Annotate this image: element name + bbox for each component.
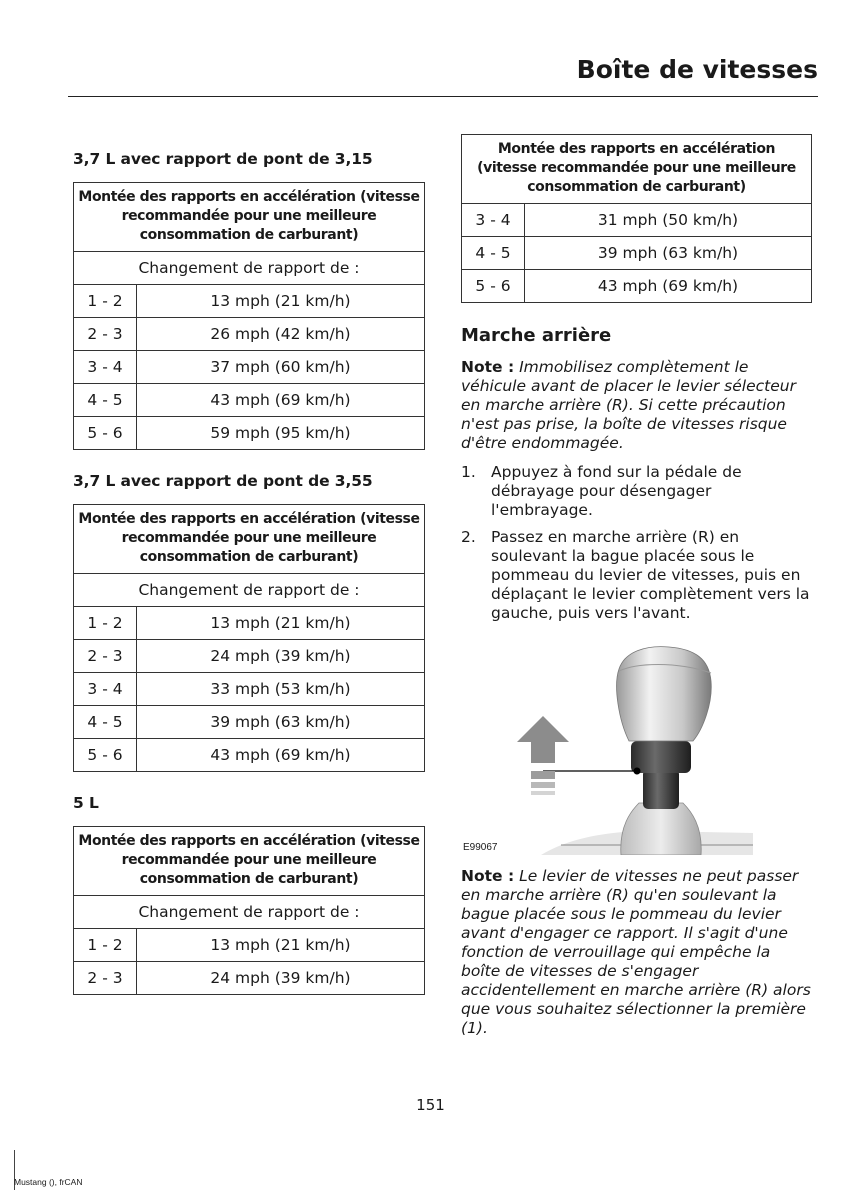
left-column: [73, 150, 425, 1017]
step-number: 1.: [461, 463, 476, 481]
table-row: [74, 384, 425, 417]
page-number: 151: [416, 1096, 445, 1114]
step-text: Passez en marche arrière (R) en soulevant la bague placée sous le pommeau du levier de vitesses, puis en déplaçant le levier complètement vers la gauche, puis vers l'avant.: [491, 528, 810, 622]
table-heading: 5 L: [73, 794, 99, 812]
table-header: Montée des rapports en accélération (vitesse recommandée pour une meilleure consommation de carburant): [74, 827, 425, 896]
table-header: Montée des rapports en accélération (vitesse recommandée pour une meilleure consommation de carburant): [74, 183, 425, 252]
table-row: [74, 417, 425, 450]
gear-pair: 1 - 2: [74, 929, 137, 962]
figure-code: E99067: [463, 842, 498, 853]
gear-lever-illustration: [461, 641, 753, 855]
note-text: Le levier de vitesses ne peut passer en marche arrière (R) qu'en soulevant la bague placée sous le pommeau du levier avant d'engager ce rapport. Il s'agit d'une fonction de verrouillage qui empêche la boîte de vitesses de s'engager accidentellement en marche arrière (R) alors que vous souhaitez sélectionner la première (1).: [461, 867, 811, 1037]
shift-speed-table-continued: [461, 134, 812, 303]
shift-speed: 31 mph (50 km/h): [525, 204, 812, 237]
gear-pair: 4 - 5: [74, 706, 137, 739]
shift-speed: 13 mph (21 km/h): [137, 285, 425, 318]
note-label: Note :: [461, 867, 515, 885]
step-number: 2.: [461, 528, 476, 546]
document-id: Mustang (), frCAN: [14, 1177, 83, 1187]
gear-pair: 4 - 5: [74, 384, 137, 417]
gear-pair: 1 - 2: [74, 607, 137, 640]
note-text: Immobilisez complètement le véhicule avant de placer le levier sélecteur en marche arrière (R). Si cette précaution n'est pas prise, la boîte de vitesses risque d'être endommagée.: [461, 358, 796, 452]
table-row: [74, 673, 425, 706]
shift-speed: 43 mph (69 km/h): [137, 739, 425, 772]
note: [461, 358, 812, 453]
shift-speed-table: [73, 504, 425, 772]
table-row: [74, 962, 425, 995]
table-heading: 3,7 L avec rapport de pont de 3,15: [73, 150, 373, 168]
list-item: [461, 528, 812, 623]
right-column: [461, 134, 812, 1048]
table-row: [74, 318, 425, 351]
gear-pair: 2 - 3: [74, 640, 137, 673]
step-text: Appuyez à fond sur la pédale de débrayage pour désengager l'embrayage.: [491, 463, 742, 519]
shift-speed: 39 mph (63 km/h): [525, 237, 812, 270]
table-row: [462, 237, 812, 270]
shift-speed: 43 mph (69 km/h): [137, 384, 425, 417]
gear-pair: 5 - 6: [74, 739, 137, 772]
table-row: [74, 351, 425, 384]
table-header: Montée des rapports en accélération (vitesse recommandée pour une meilleure consommation de carburant): [462, 135, 812, 204]
shift-speed: 26 mph (42 km/h): [137, 318, 425, 351]
gear-pair: 3 - 4: [74, 351, 137, 384]
page-title: Boîte de vitesses: [576, 55, 818, 84]
table-row: [74, 929, 425, 962]
shift-speed: 33 mph (53 km/h): [137, 673, 425, 706]
gear-pair: 2 - 3: [74, 318, 137, 351]
list-item: [461, 463, 812, 520]
shift-speed: 59 mph (95 km/h): [137, 417, 425, 450]
table-row: [74, 739, 425, 772]
shift-speed: 24 mph (39 km/h): [137, 962, 425, 995]
note-label: Note :: [461, 358, 515, 376]
gear-knob-drawing: [461, 641, 753, 855]
shift-speed-table: [73, 182, 425, 450]
table-row: [74, 285, 425, 318]
table-row: [462, 204, 812, 237]
note: [461, 867, 812, 1038]
change-label: Changement de rapport de :: [74, 896, 425, 929]
gear-pair: 1 - 2: [74, 285, 137, 318]
title-divider: [68, 96, 818, 97]
table-row: [462, 270, 812, 303]
gear-pair: 5 - 6: [74, 417, 137, 450]
shift-speed: 13 mph (21 km/h): [137, 607, 425, 640]
shift-speed: 39 mph (63 km/h): [137, 706, 425, 739]
table-row: [74, 706, 425, 739]
shift-speed: 13 mph (21 km/h): [137, 929, 425, 962]
shift-speed: 43 mph (69 km/h): [525, 270, 812, 303]
shift-speed: 24 mph (39 km/h): [137, 640, 425, 673]
table-row: [74, 607, 425, 640]
change-label: Changement de rapport de :: [74, 574, 425, 607]
shift-speed: 37 mph (60 km/h): [137, 351, 425, 384]
gear-pair: 4 - 5: [462, 237, 525, 270]
gear-pair: 5 - 6: [462, 270, 525, 303]
steps-list: [461, 463, 812, 623]
table-heading: 3,7 L avec rapport de pont de 3,55: [73, 472, 373, 490]
change-label: Changement de rapport de :: [74, 252, 425, 285]
gear-pair: 3 - 4: [74, 673, 137, 706]
gear-pair: 2 - 3: [74, 962, 137, 995]
gear-pair: 3 - 4: [462, 204, 525, 237]
table-header: Montée des rapports en accélération (vitesse recommandée pour une meilleure consommation de carburant): [74, 505, 425, 574]
table-row: [74, 640, 425, 673]
shift-speed-table: [73, 826, 425, 995]
section-title: Marche arrière: [461, 325, 612, 346]
